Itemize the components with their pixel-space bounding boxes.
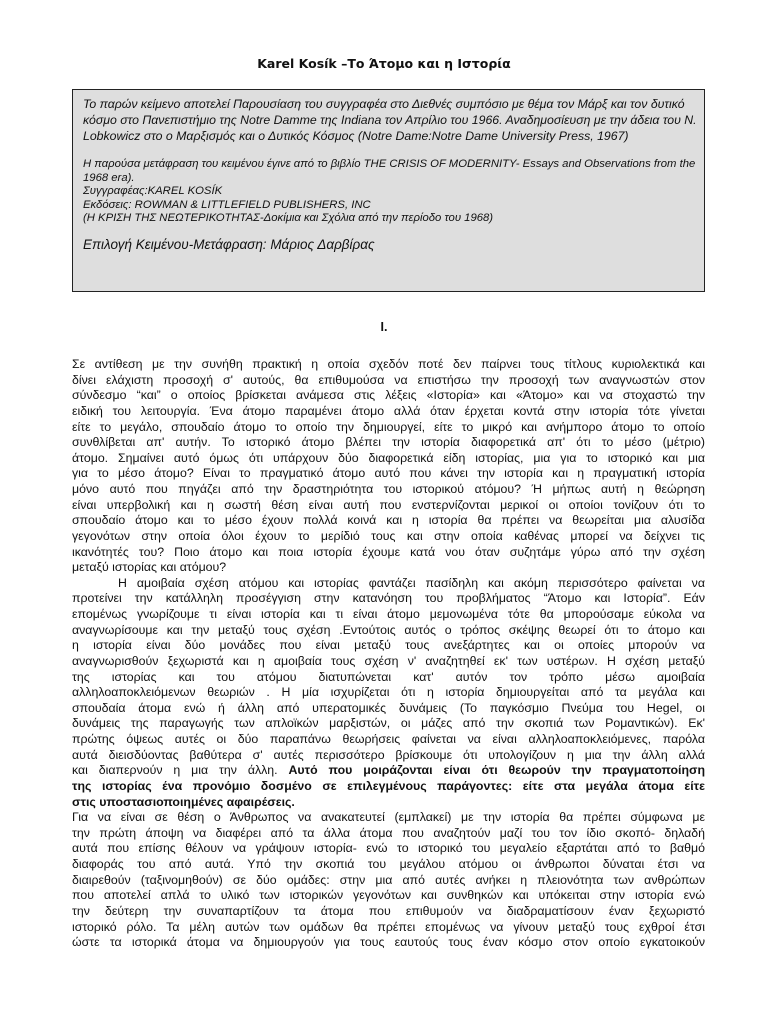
text-line: αλληλοαποκλειόμενων θεωριών . Η μία ισχυρίζεται ότι η ιστορία δημιουργείται από τα μεγάλα και — [72, 685, 705, 700]
text-line: αυτά που επίσης θέλουν να γράψουν ιστορία- ενώ το ιστορικό του μεγαλείο εξαρτάται από το βαθμό — [72, 841, 705, 856]
text-line: Σε αντίθεση με την συνήθη πρακτική η οποία σχεδόν ποτέ δεν παίρνει τους τίτλους κυριολεκτικά και — [72, 357, 705, 371]
text-line: προτείνει την κατάλληλη προσέγγιση στην κατανόηση του προβλήματος “Άτομο και Ιστορία”. Εάν — [72, 591, 705, 606]
text-line: δίνει ελάχιστη προσοχή σ' αυτούς, θα επιθυμούσα να επιστήσω την προσοχή των αναγνωστών στον — [72, 372, 705, 387]
intro-box — [72, 89, 705, 292]
intro-lead: Το παρών κείμενο αποτελεί Παρουσίαση του συγγραφέα στο Διεθνές συμπόσιο με θέμα τον Μάρξ και τον δυτικό κόσμο στο Πανεπιστήμιο της Notre Damme της Indiana τον Απρίλιο του 1966. Αναδημοσίευση με την άδεια του N. Lobkowicz στο ο Μαρξισμός και ο Δυτικός Κόσμος (Notre Dame:Notre Dame University Press, 1967) — [83, 97, 697, 143]
text-line: είναι υπερβολική και η σωστή θέση είναι αυτή που ενστερνίζονται μερικοί οι οποίοι τονίζουν ότι το — [72, 497, 705, 512]
text-line: Η αμοιβαία σχέση ατόμου και ιστορίας φαντάζει πασίδηλη και ακόμη περισσότερο φαίνεται να — [118, 575, 705, 590]
author-line: Συγγραφέας:KAREL KOSÍK — [83, 185, 223, 197]
text-line: που αποτελεί απλά το υλικό των ιστορικών γεγονότων και συνθηκών και υπόκειται στην ιστορία ενώ — [72, 888, 705, 903]
text-line: αυτά διεισδύοντας βαθύτερα σ' αυτές περισσότερο βρίσκουμε ότι υπολογίζουν η μια την άλλη αλλά — [72, 747, 705, 762]
text-line: συνθλίβεται απ' αυτήν. Το ιστορικό άτομο βλέπει την ιστορία διαφορετικά απ' ότι το μέσο (μέτριο) — [72, 435, 705, 450]
text-line: η ιστορία είναι δύο μονάδες που είναι μεταξύ τους ανεξάρτητες και οι οποίες μπορούν να — [72, 638, 705, 653]
text-line: ικανότητές του? Ποιο άτομο και ποια ιστορία έχουμε κατά νου όταν συζητάμε γύρω από την σχέση — [72, 544, 705, 559]
text-line: την δεύτερη την συναπαρτίζουν τα άτομα που επιθυμούν να διαδραματίσουν έναν ξεχωριστό — [72, 903, 705, 918]
publisher-line: Εκδόσεις: ROWMAN & LITTLEFIELD PUBLISHERS, INC — [83, 198, 371, 211]
text-line: αναγνωρίσουμε και την μεταξύ τους σχέση .Εντούτοις αυτός ο τρόπος σκέψης θεωρεί ότι το άτομο και — [72, 622, 705, 637]
text-line: σπουδαία άτομα ενώ ή άλλη από υπερατομικές δυνάμεις (Το παγκόσμιο Πνεύμα του Hegel, οι — [72, 700, 705, 715]
text-line: σύνδεσμο “και” ο οποίος βρίσκεται ανάμεσα στις λέξεις «Ιστορία» και «Άτομο» και να στοχαστώ την — [72, 388, 705, 403]
text-line: σπουδαίο άτομο και το μέσο έχουν πολλά κοινά και η ιστορία θα πρέπει να θεωρείται μια αλυσίδα — [72, 513, 705, 528]
text-line: μεταξύ ιστορίας και ατόμου? — [72, 560, 227, 575]
section-heading: I. — [380, 320, 388, 334]
text-line: για το μέσο άτομο? Είναι το πραγματικό άτομο αυτό που κάνει την ιστορία και η πραγματική ιστορία — [72, 466, 705, 481]
text-line: δυνάμεις της παραγωγής των απλοϊκών μαρξιστών, οι μάζες από την σκοπιά των Ρομαντικών). Εκ' — [72, 716, 705, 731]
text-line: πρώτης όψεως αυτές οι δύο παραπάνω θεωρήσεις φαίνεται να είναι αλληλοαποκλειόμενες, παρόλα — [72, 732, 705, 746]
text-line: γεγονότων στην οποία όλοι έχουν το μερίδιό τους και στην οποία καθένας μπορεί να δείχνει τις — [72, 528, 705, 543]
body-text — [72, 357, 705, 951]
document-title: Karel Kosík –Το Άτομο και η Ιστορία — [257, 56, 511, 71]
text-line: ιστορικό ρόλο. Τα μέλη αυτών των ομάδων θα πρέπει επομένως να γίνουν μεταξύ τους εχθροί έτσι — [72, 919, 705, 934]
bold-statement: Αυτό που μοιράζονται είναι ότι θεωρούν την πραγματοποίηση — [288, 763, 706, 778]
text-line: άτομο. Σημαίνει αυτό όμως ότι υπάρχουν δύο διαφορετικά είδη ιστορίας, μια για το ιστορικό και μια — [72, 450, 705, 465]
source-note: Η παρούσα μετάφραση του κειμένου έγινε από το βιβλίο THE CRISIS OF MODERNITY- Essays and Observations from the 1968 era). — [83, 158, 696, 184]
greek-title-line: (Η ΚΡΙΣΗ ΤΗΣ ΝΕΩΤΕΡΙΚΟΤΗΤΑΣ-Δοκίμια και Σχόλια από την περίοδο του 1968) — [83, 212, 494, 224]
bold-statement-line: της ιστορίας ένα προνόμιο δοσμένο σε επιλεγμένους παράγοντες: είτε στα μεγάλα άτομα είτε — [72, 778, 705, 793]
bold-statement-line: στις υποστασιοποιημένες αφαιρέσεις. — [72, 794, 295, 809]
text-line: την πρώτη άποψη να διαφέρει από τα άλλα άτομα που αναζητούν μαζί του τον ίδιο σκοπό- δηλαδή — [72, 825, 705, 840]
text-line: διαιρεθούν (ταξινομηθούν) σε δύο ομάδες: στην μια από αυτές ανήκει η πλειονότητα των ανθρώπων — [72, 872, 705, 887]
text-line: επομένως γνωρίζουμε τι είναι ιστορία και τι είναι άτομο μεμονωμένα τότε θα μπορούσαμε εύκολα να — [72, 607, 705, 621]
text-line: της ιστορίας και του ατόμου διατυπώνεται κατ' αυτόν τον τρόπο μέσω αμοιβαία — [72, 669, 705, 684]
text-line: Για να είναι σε θέση ο Άνθρωπος να ανακατευτεί (εμπλακεί) με την ιστορία θα πρέπει σύμφωνα με — [72, 810, 705, 825]
text-line: ώστε τα ιστορικά άτομα να δημιουργούν για τους εαυτούς τους έναν κόσμο στον οποίο εγκατοικούν — [72, 935, 705, 950]
text-line: μόνο αυτό που πηγάζει από την δραστηριότητα του ιστορικού ατόμου? Ή μήπως αυτή η θεώρηση — [72, 482, 705, 496]
text-line: αναγνωρισθούν ξεχωριστά και η αμοιβαία τους σχέση ν' αναζητηθεί εκ' των υστέρων. Η σχέση μεταξύ — [72, 653, 705, 668]
text-line — [72, 763, 705, 779]
text-line: είτε το μεγάλο, σπουδαίο άτομο το οποίο την δημιουργεί, είτε το μικρό και ανήμπορο άτομο το οποίο — [72, 419, 705, 434]
text-fragment: και διαπερνούν η μια την άλλη. — [72, 763, 278, 778]
text-line: ειδική του λειτουργία. Ένα άτομο παραμένει άτομο αλλά όταν έρχεται κοντά στην ιστορία τότε γίνεται — [72, 403, 705, 418]
intro-source — [83, 158, 698, 226]
text-line: διαφοράς του από αυτά. Υπό την σκοπιά του μεγάλου ατόμου οι άνθρωποι δύναται έτσι να — [72, 857, 705, 871]
translator-line: Επιλογή Κειμένου-Μετάφραση: Μάριος Δαρβίρας — [83, 236, 375, 252]
